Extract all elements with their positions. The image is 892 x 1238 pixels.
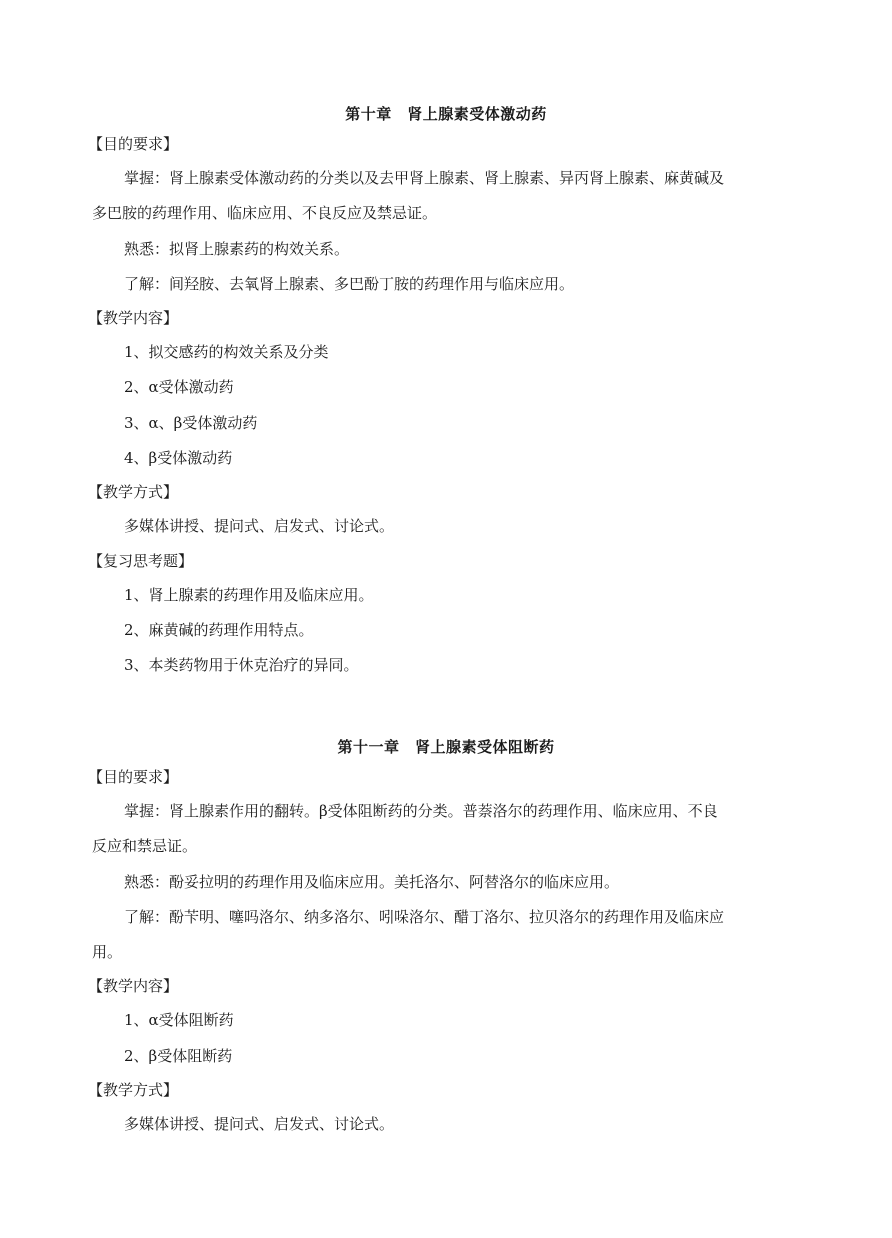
- content-item: 1、拟交感药的构效关系及分类: [124, 343, 329, 362]
- content-item: 4、β受体激动药: [124, 449, 233, 468]
- chapter-10: [0, 100, 892, 684]
- section-heading-method: 【教学方式】: [88, 483, 179, 502]
- chapter-title: 第十章 肾上腺素受体激动药: [345, 105, 547, 123]
- chapter-11: [0, 733, 892, 1142]
- method-text: 多媒体讲授、提问式、启发式、讨论式。: [124, 517, 395, 536]
- section-heading-content: 【教学内容】: [88, 309, 179, 328]
- method-text: 多媒体讲授、提问式、启发式、讨论式。: [124, 1115, 395, 1134]
- content-item: 3、α、β受体激动药: [124, 413, 258, 432]
- content-item: 1、α受体阻断药: [124, 1011, 234, 1030]
- review-item: 2、麻黄碱的药理作用特点。: [124, 620, 314, 639]
- objective-understand-continued: 用。: [92, 943, 123, 962]
- objective-master: 掌握：肾上腺素受体激动药的分类以及去甲肾上腺素、肾上腺素、异丙肾上腺素、麻黄碱及: [124, 169, 725, 187]
- objective-familiar: 熟悉：拟肾上腺素药的构效关系。: [124, 239, 350, 258]
- section-heading-review: 【复习思考题】: [88, 551, 194, 570]
- objective-master-continued: 多巴胺的药理作用、临床应用、不良反应及禁忌证。: [92, 204, 438, 223]
- objective-understand: 了解：间羟胺、去氧肾上腺素、多巴酚丁胺的药理作用与临床应用。: [124, 274, 575, 293]
- content-item: 2、β受体阻断药: [124, 1046, 233, 1065]
- section-heading-content: 【教学内容】: [88, 977, 179, 996]
- content-item: 2、α受体激动药: [124, 378, 234, 397]
- objective-understand: 了解：酚苄明、噻吗洛尔、纳多洛尔、吲哚洛尔、醋丁洛尔、拉贝洛尔的药理作用及临床应: [124, 907, 725, 926]
- section-heading-method: 【教学方式】: [88, 1081, 179, 1100]
- objective-master-continued: 反应和禁忌证。: [92, 837, 198, 856]
- review-item: 3、本类药物用于休克治疗的异同。: [124, 656, 359, 675]
- section-heading-objectives: 【目的要求】: [88, 135, 179, 153]
- objective-master: 掌握：肾上腺素作用的翻转。β受体阻断药的分类。普萘洛尔的药理作用、临床应用、不良: [124, 802, 718, 820]
- section-heading-objectives: 【目的要求】: [88, 768, 179, 786]
- review-item: 1、肾上腺素的药理作用及临床应用。: [124, 585, 374, 604]
- objective-familiar: 熟悉：酚妥拉明的药理作用及临床应用。美托洛尔、阿替洛尔的临床应用。: [124, 872, 620, 891]
- chapter-title: 第十一章 肾上腺素受体阻断药: [337, 738, 555, 756]
